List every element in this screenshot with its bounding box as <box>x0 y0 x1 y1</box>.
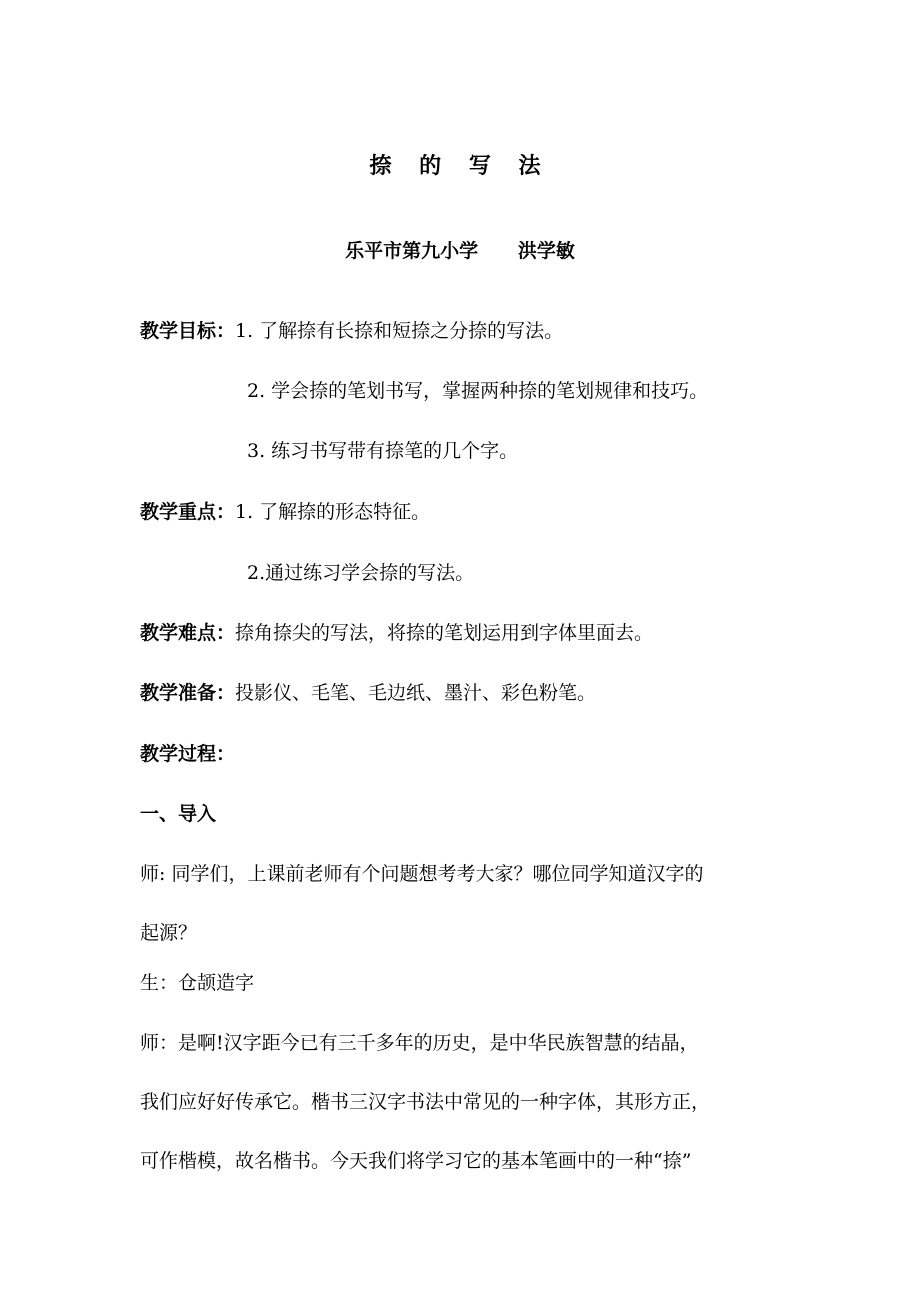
difficulties-row <box>140 618 800 648</box>
objective-item-2: 2. 学会捺的笔划书写，掌握两种捺的笔划规律和技巧。 <box>247 380 709 402</box>
key-point-item-1: 1. 了解捺的形态特征。 <box>235 501 431 523</box>
difficulties-text: 捺角捺尖的写法，将捺的笔划运用到字体里面去。 <box>235 622 654 644</box>
process-heading: 教学过程： <box>140 743 236 765</box>
paragraph-line: 起源？ <box>140 922 198 944</box>
paragraph-line: 可作楷模，故名楷书。今天我们将学习它的基本笔画中的一种“捺” <box>140 1150 692 1172</box>
student-answer: 生：仓颉造字 <box>140 972 255 994</box>
preparation-text: 投影仪、毛笔、毛边纸、墨汁、彩色粉笔。 <box>235 682 597 704</box>
paragraph-line: 师: 同学们，上课前老师有个问题想考考大家？哪位同学知道汉字的 <box>140 863 704 885</box>
key-points-label: 教学重点： <box>140 501 236 523</box>
objective-item-3: 3. 练习书写带有捺笔的几个字。 <box>247 440 519 462</box>
author-line: 乐平市第九小学 洪学敏 <box>345 240 575 262</box>
objectives-row <box>140 316 800 346</box>
section-heading-intro: 一、导入 <box>140 803 217 825</box>
objectives-label: 教学目标： <box>140 320 236 342</box>
key-point-item-2: 2.通过练习学会捺的写法。 <box>247 562 475 584</box>
preparation-label: 教学准备： <box>140 682 236 704</box>
preparation-row <box>140 678 800 708</box>
key-points-row <box>140 497 800 527</box>
objective-item-1: 1. 了解捺有长捺和短捺之分捺的写法。 <box>235 320 564 342</box>
teacher-question-paragraph <box>140 845 800 963</box>
difficulties-label: 教学难点： <box>140 622 236 644</box>
page-title: 捺 的 写 法 <box>369 154 551 179</box>
paragraph-line: 我们应好好传承它。楷书三汉字书法中常见的一种字体，其形方正， <box>140 1091 711 1113</box>
paragraph-line: 师：是啊!汉字距今已有三千多年的历史，是中华民族智慧的结晶， <box>140 1032 699 1054</box>
teacher-explanation-paragraph <box>140 1014 800 1191</box>
